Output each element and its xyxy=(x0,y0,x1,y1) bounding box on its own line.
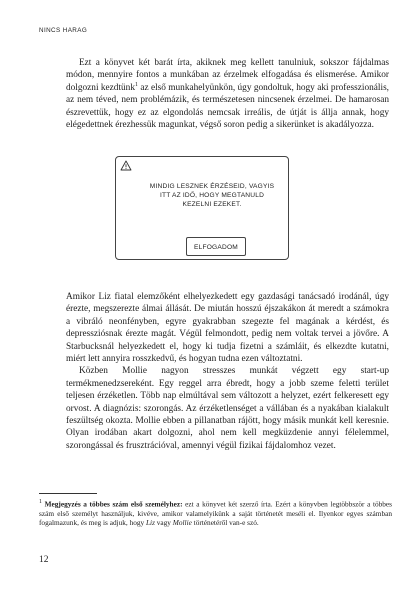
footnote-name-mollie: Mollie xyxy=(172,518,192,528)
footnote-text: ezt a könyvet két szerző írta. Ezért a könyvben legtöbbször a többes szám első személyt használjuk, kivéve, amikor valamelyikünk a saját történetét meséli el. Ilyenkor egyes számban fogalmazunk, és meg is adjuk, hogy xyxy=(39,499,393,528)
body-text-bottom xyxy=(66,291,389,452)
paragraph-text: az első munkahelyünkön, úgy gondoltuk, hogy aki professzionális, az nem téved, nem problémázik, és természetesen nincsenek érzelmei. De hamarosan észrevettük, hogy ez az elgondolás nemcsak irreális, de útját is állja annak, hogy elégedettnek érezhessük magunkat, végső soron pedig a sikerünket is akadályozza. xyxy=(66,82,390,131)
dialog-message: MINDIG LESZNEK ÉRZÉSEID, VAGYIS ITT AZ IDŐ, HOGY MEGTANULD KEZELNI EZEKET. xyxy=(149,183,275,208)
page-number: 12 xyxy=(39,555,49,565)
running-head: NINCS HARAG xyxy=(39,27,88,34)
footnote-name-liz: Liz xyxy=(146,518,155,528)
body-text-top xyxy=(66,57,389,131)
paragraph-text: Ezt a könyvet két barát írta, akiknek meg kellett tanulniuk, sokszor fájdalmas módon, mennyire fontos a munkában az érzelmek elfogadása és elismerése. Amikor dolgozni kezdtünk xyxy=(66,58,389,93)
paragraph: Amikor Liz fiatal elemzőként elhelyezkedett egy gazdasági tanácsadó irodánál, úgy érezte, megszerezte álmai állását. De miután hosszú éjszakákon át meredt a számokra a vibráló neonfényben, egyre gyakrabban szegezte fel magának a kérdést, és depressziósnak érezte magát. Végül felmondott, pedig nem voltak tervei a jövőre. A Starbucksnál helyezkedett el, hogy ki tudja fizetni a számláit, és elkezdte kutatni, miért lett annyira rosszkedvű, és hogyan tudna ezen változtatni. xyxy=(66,292,389,365)
paragraph: Közben Mollie nagyon stresszes munkát végzett egy start-up termékmenedzsereként. Egy reggel arra ébredt, hogy a jobb szeme feletti terület teljesen érzéketlen. Több nap elmúltával sem változott a helyzet, ezért felkeresett egy orvost. A diagnózis: szorongás. Az érzéketlenséget a vállában és a nyakában kialakult feszültség okozta. Mollie ebben a pillanatban rájött, hogy másik munkát kell keresnie. Olyan irodában akart dolgozni, ahol nem kell megküzdenie annyi félelemmel, szorongással és frusztrációval, amennyi végül fizikai fájdalomhoz vezet. xyxy=(66,366,389,451)
paragraph xyxy=(66,57,389,131)
footnote-number: 1 xyxy=(39,499,42,505)
footnote xyxy=(39,498,392,528)
footnote-lead: Megjegyzés a többes szám első személyhez: xyxy=(44,499,183,509)
warning-triangle-icon xyxy=(120,160,132,171)
footnote-text: vagy xyxy=(154,518,173,528)
alert-dialog xyxy=(115,156,289,260)
footnote-divider xyxy=(39,493,97,494)
accept-button[interactable]: ELFOGADOM xyxy=(186,237,246,256)
footnote-text: történetéről van-e szó. xyxy=(191,518,259,528)
footnote-reference[interactable]: 1 xyxy=(134,81,138,88)
